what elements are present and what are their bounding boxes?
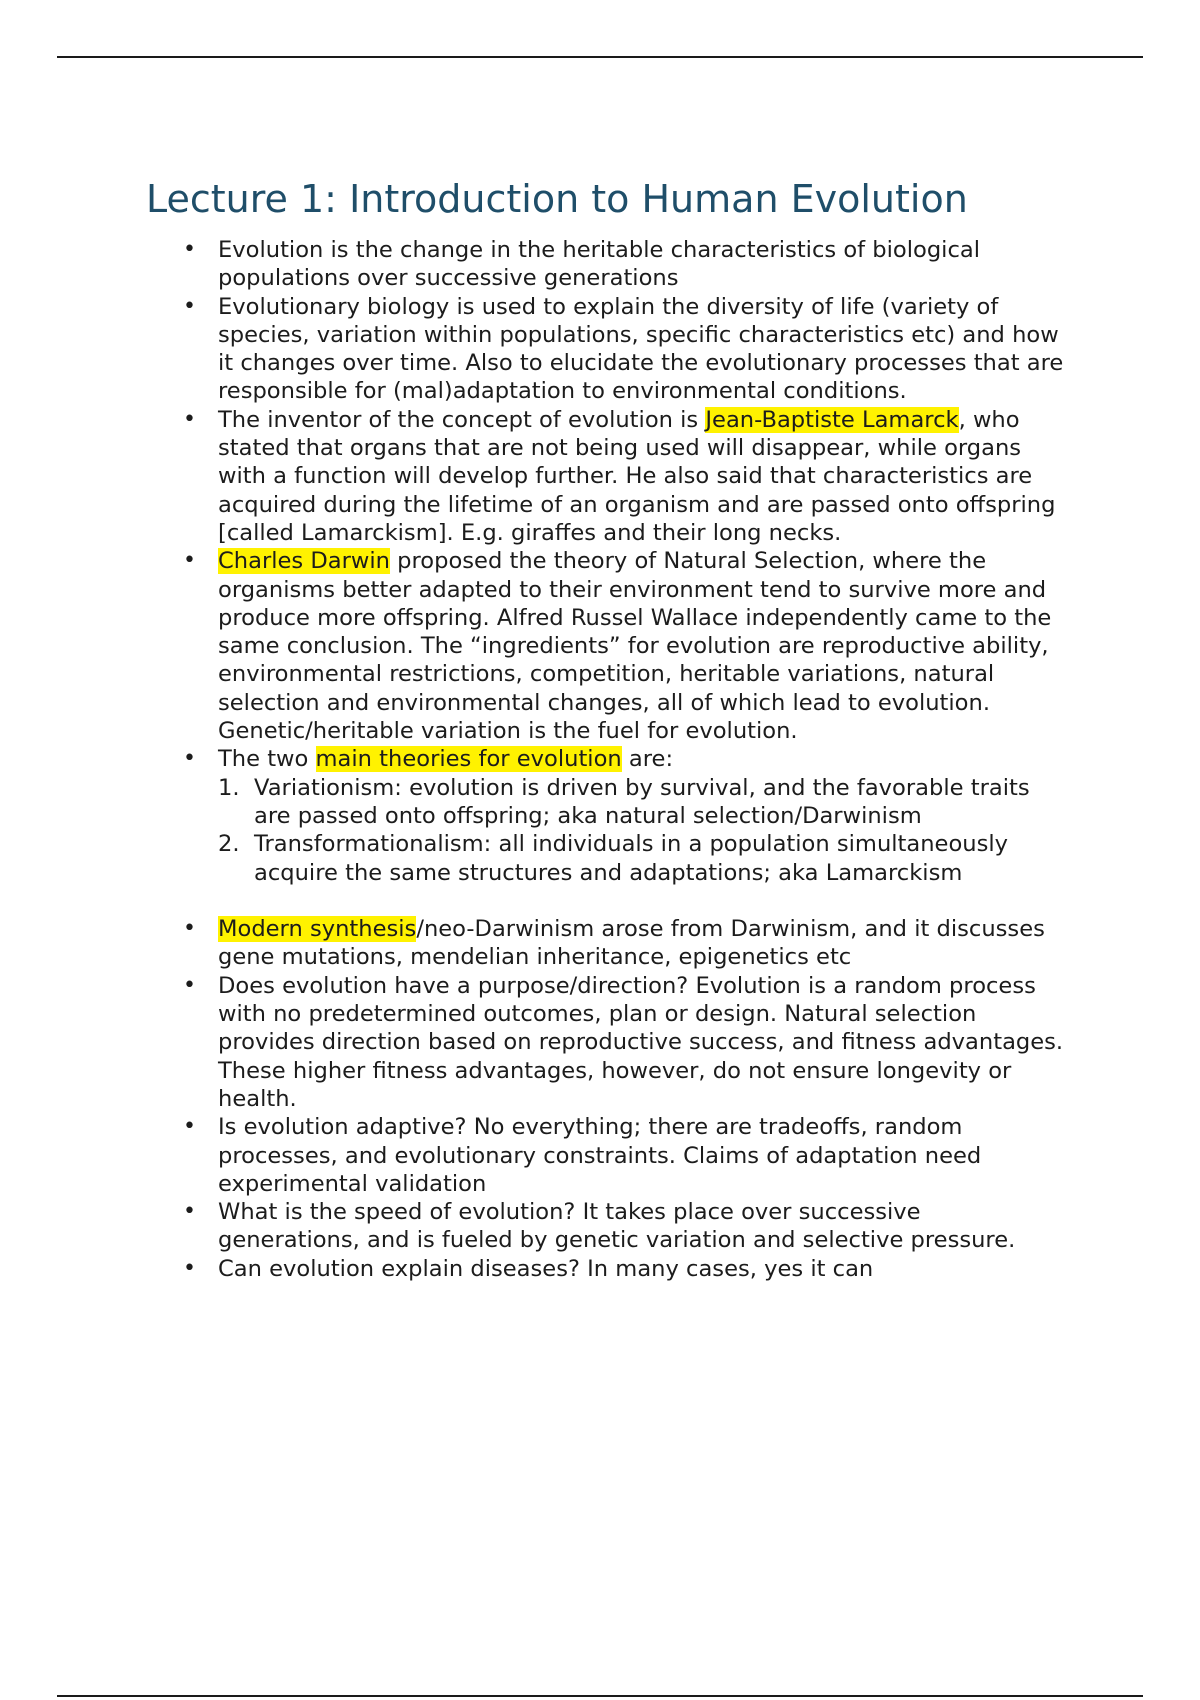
- list-item: • Modern synthesis/neo-Darwinism arose from Darwinism, and it discusses gene mutations, mendelian inheritance, epigenetics etc: [218, 915, 1068, 972]
- list-item: • Evolutionary biology is used to explain the diversity of life (variety of species, variation within populations, specific characteristics etc) and how it changes over time. Also to elucidate the evolutionary processes that are responsible for (mal)adaptation to environmental conditions.: [218, 293, 1068, 406]
- bullet-list: [218, 236, 1068, 1283]
- document-body: [218, 236, 1068, 1283]
- highlighted-term: Jean-Baptiste Lamarck: [705, 406, 959, 433]
- list-item: • The two main theories for evolution are: 1. Variationism: evolution is driven by survival, and the favorable traits are passed onto offspring; aka natural selection/Darwinism 2. Transformationalism: all individuals in a population simultaneously acquire the same structures and adaptations; aka Lamarckism: [218, 745, 1068, 915]
- list-item: • What is the speed of evolution? It takes place over successive generations, and is fueled by genetic variation and selective pressure.: [218, 1198, 1068, 1255]
- list-item: • Charles Darwin proposed the theory of Natural Selection, where the organisms better adapted to their environment tend to survive more and produce more offspring. Alfred Russel Wallace independently came to the same conclusion. The “ingredients” for evolution are reproductive ability, environmental restrictions, competition, heritable variations, natural selection and environmental changes, all of which lead to evolution. Genetic/heritable variation is the fuel for evolution.: [218, 547, 1068, 745]
- numbered-item: 1. Variationism: evolution is driven by survival, and the favorable traits are passed onto offspring; aka natural selection/Darwinism: [218, 774, 1030, 829]
- numbered-list: [218, 774, 1068, 887]
- header-rule: [57, 56, 1143, 58]
- page-title: Lecture 1: Introduction to Human Evolution: [146, 177, 968, 221]
- highlighted-term: main theories for evolution: [315, 746, 622, 773]
- list-item: • Can evolution explain diseases? In many cases, yes it can: [218, 1255, 1068, 1283]
- list-item: • Is evolution adaptive? No everything; there are tradeoffs, random processes, and evolutionary constraints. Claims of adaptation need experimental validation: [218, 1113, 1068, 1198]
- list-item: • Evolution is the change in the heritable characteristics of biological populations over successive generations: [218, 236, 1068, 293]
- footer-rule: [57, 1695, 1143, 1697]
- highlighted-term: Modern synthesis: [218, 916, 417, 943]
- list-item: • Does evolution have a purpose/direction? Evolution is a random process with no predetermined outcomes, plan or design. Natural selection provides direction based on reproductive success, and fitness advantages. These higher fitness advantages, however, do not ensure longevity or health.: [218, 972, 1068, 1113]
- list-item: • The inventor of the concept of evolution is Jean-Baptiste Lamarck, who stated that organs that are not being used will disappear, while organs with a function will develop further. He also said that characteristics are acquired during the lifetime of an organism and are passed onto offspring [called Lamarckism]. E.g. giraffes and their long necks.: [218, 406, 1068, 547]
- numbered-item: 2. Transformationalism: all individuals in a population simultaneously acquire the same structures and adaptations; aka Lamarckism: [218, 831, 1009, 886]
- paragraph-spacer: [218, 887, 1068, 915]
- highlighted-term: Charles Darwin: [218, 548, 390, 575]
